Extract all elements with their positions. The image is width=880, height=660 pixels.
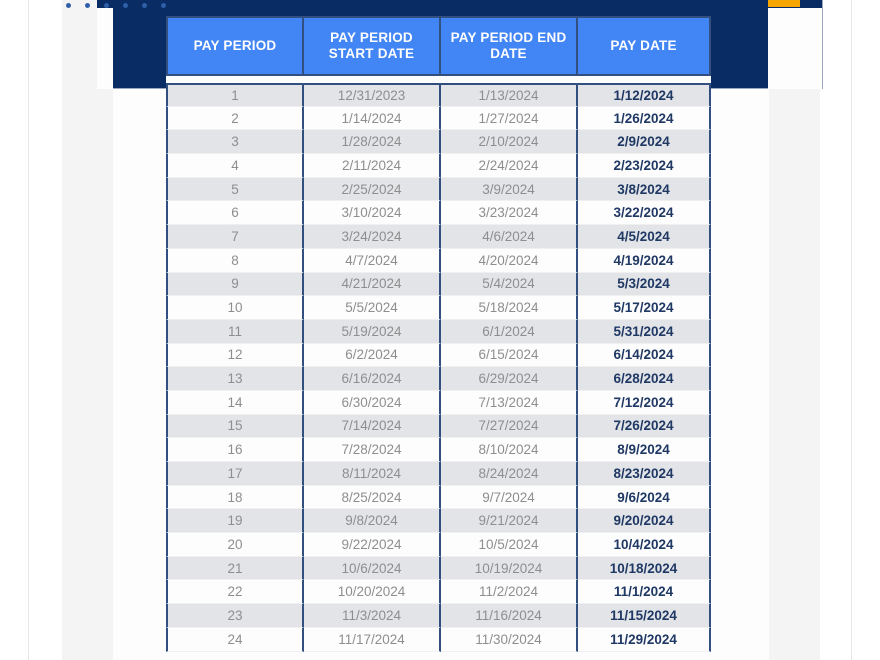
- cell-start: 11/17/2024: [304, 628, 441, 652]
- table-row: [166, 415, 711, 439]
- cell-period: 24: [166, 628, 304, 652]
- right-edge-rule: [851, 0, 852, 660]
- cell-period: 20: [166, 533, 304, 557]
- cell-end: 11/30/2024: [441, 628, 578, 652]
- cell-end: 7/27/2024: [441, 415, 578, 439]
- table-header: [166, 16, 711, 76]
- cell-pay: 2/23/2024: [578, 154, 711, 178]
- table-row: [166, 130, 711, 154]
- cell-start: 9/8/2024: [304, 509, 441, 533]
- cell-start: 9/22/2024: [304, 533, 441, 557]
- cell-period: 18: [166, 486, 304, 510]
- navy-notch-left: [97, 8, 113, 89]
- pay-schedule-table: [166, 16, 711, 652]
- cell-period: 3: [166, 130, 304, 154]
- cell-pay: 1/26/2024: [578, 107, 711, 131]
- column-header-pay-period-end: PAY PERIOD END DATE: [441, 16, 578, 76]
- header-dot-icon: [123, 3, 128, 8]
- table-row: [166, 154, 711, 178]
- cell-pay: 1/12/2024: [578, 83, 711, 107]
- cell-start: 2/11/2024: [304, 154, 441, 178]
- cell-period: 21: [166, 557, 304, 581]
- cell-period: 23: [166, 604, 304, 628]
- spacer-row: [166, 76, 711, 83]
- cell-end: 2/24/2024: [441, 154, 578, 178]
- cell-period: 22: [166, 580, 304, 604]
- cell-start: 7/28/2024: [304, 438, 441, 462]
- table-row: [166, 509, 711, 533]
- table-row: [166, 438, 711, 462]
- cell-period: 11: [166, 320, 304, 344]
- cell-period: 13: [166, 367, 304, 391]
- cell-period: 15: [166, 415, 304, 439]
- cell-start: 4/7/2024: [304, 249, 441, 273]
- orange-tab-marker: [768, 0, 800, 7]
- cell-end: 1/27/2024: [441, 107, 578, 131]
- cell-end: 6/1/2024: [441, 320, 578, 344]
- table-row: [166, 580, 711, 604]
- table-row: [166, 486, 711, 510]
- cell-pay: 8/23/2024: [578, 462, 711, 486]
- cell-end: 6/29/2024: [441, 367, 578, 391]
- cell-end: 11/16/2024: [441, 604, 578, 628]
- cell-period: 1: [166, 83, 304, 107]
- cell-pay: 2/9/2024: [578, 130, 711, 154]
- cell-end: 2/10/2024: [441, 130, 578, 154]
- cell-end: 9/21/2024: [441, 509, 578, 533]
- table-row: [166, 533, 711, 557]
- cell-pay: 6/14/2024: [578, 344, 711, 368]
- cell-start: 10/20/2024: [304, 580, 441, 604]
- cell-period: 16: [166, 438, 304, 462]
- cell-end: 1/13/2024: [441, 83, 578, 107]
- cell-end: 5/18/2024: [441, 296, 578, 320]
- cell-end: 10/19/2024: [441, 557, 578, 581]
- cell-end: 8/24/2024: [441, 462, 578, 486]
- cell-period: 17: [166, 462, 304, 486]
- cell-pay: 3/8/2024: [578, 178, 711, 202]
- cell-pay: 5/31/2024: [578, 320, 711, 344]
- cell-start: 1/28/2024: [304, 130, 441, 154]
- header-body-gap: [166, 76, 711, 83]
- table-body: [166, 83, 711, 652]
- cell-end: 5/4/2024: [441, 273, 578, 297]
- cell-end: 3/23/2024: [441, 201, 578, 225]
- cell-end: 10/5/2024: [441, 533, 578, 557]
- table-row: [166, 296, 711, 320]
- cell-pay: 3/22/2024: [578, 201, 711, 225]
- cell-period: 12: [166, 344, 304, 368]
- cell-end: 7/13/2024: [441, 391, 578, 415]
- cell-start: 5/19/2024: [304, 320, 441, 344]
- cell-pay: 7/12/2024: [578, 391, 711, 415]
- cell-period: 8: [166, 249, 304, 273]
- cell-end: 6/15/2024: [441, 344, 578, 368]
- cell-start: 6/16/2024: [304, 367, 441, 391]
- cell-pay: 7/26/2024: [578, 415, 711, 439]
- cell-period: 4: [166, 154, 304, 178]
- header-dot-icon: [104, 3, 109, 8]
- table-row: [166, 344, 711, 368]
- cell-pay: 11/15/2024: [578, 604, 711, 628]
- cell-pay: 5/17/2024: [578, 296, 711, 320]
- cell-pay: 8/9/2024: [578, 438, 711, 462]
- cell-end: 4/20/2024: [441, 249, 578, 273]
- cell-start: 11/3/2024: [304, 604, 441, 628]
- header-dot-icon: [85, 3, 90, 8]
- cell-period: 7: [166, 225, 304, 249]
- cell-end: 4/6/2024: [441, 225, 578, 249]
- cell-end: 9/7/2024: [441, 486, 578, 510]
- cell-start: 6/2/2024: [304, 344, 441, 368]
- cell-start: 10/6/2024: [304, 557, 441, 581]
- cell-pay: 5/3/2024: [578, 273, 711, 297]
- cell-period: 6: [166, 201, 304, 225]
- cell-period: 9: [166, 273, 304, 297]
- navy-notch-right: [768, 8, 822, 89]
- cell-start: 7/14/2024: [304, 415, 441, 439]
- cell-start: 6/30/2024: [304, 391, 441, 415]
- cell-end: 11/2/2024: [441, 580, 578, 604]
- table-row: [166, 178, 711, 202]
- header-dot-row: [66, 3, 166, 8]
- cell-pay: 11/1/2024: [578, 580, 711, 604]
- header-dot-icon: [161, 3, 166, 8]
- table-row: [166, 462, 711, 486]
- header-dot-icon: [66, 3, 71, 8]
- cell-end: 3/9/2024: [441, 178, 578, 202]
- table-row: [166, 249, 711, 273]
- cell-start: 3/10/2024: [304, 201, 441, 225]
- column-header-pay-period: PAY PERIOD: [166, 16, 304, 76]
- cell-pay: 10/18/2024: [578, 557, 711, 581]
- cell-period: 10: [166, 296, 304, 320]
- cell-start: 5/5/2024: [304, 296, 441, 320]
- pay-schedule-table-container: [166, 16, 711, 652]
- cell-period: 19: [166, 509, 304, 533]
- cell-end: 8/10/2024: [441, 438, 578, 462]
- cell-pay: 10/4/2024: [578, 533, 711, 557]
- cell-period: 14: [166, 391, 304, 415]
- cell-pay: 9/20/2024: [578, 509, 711, 533]
- cell-pay: 11/29/2024: [578, 628, 711, 652]
- table-row: [166, 367, 711, 391]
- table-row: [166, 391, 711, 415]
- column-header-pay-date: PAY DATE: [578, 16, 711, 76]
- cell-period: 5: [166, 178, 304, 202]
- header-row: [166, 16, 711, 76]
- cell-start: 2/25/2024: [304, 178, 441, 202]
- column-header-pay-period-start: PAY PERIOD START DATE: [304, 16, 441, 76]
- table-row: [166, 628, 711, 652]
- table-row: [166, 273, 711, 297]
- cell-start: 8/25/2024: [304, 486, 441, 510]
- cell-start: 4/21/2024: [304, 273, 441, 297]
- table-row: [166, 83, 711, 107]
- table-row: [166, 107, 711, 131]
- cell-period: 2: [166, 107, 304, 131]
- cell-start: 8/11/2024: [304, 462, 441, 486]
- table-row: [166, 225, 711, 249]
- cell-pay: 4/5/2024: [578, 225, 711, 249]
- cell-start: 12/31/2023: [304, 83, 441, 107]
- table-row: [166, 604, 711, 628]
- table-row: [166, 320, 711, 344]
- header-dot-icon: [142, 3, 147, 8]
- cell-start: 3/24/2024: [304, 225, 441, 249]
- table-row: [166, 557, 711, 581]
- cell-pay: 4/19/2024: [578, 249, 711, 273]
- table-row: [166, 201, 711, 225]
- cell-pay: 6/28/2024: [578, 367, 711, 391]
- cell-start: 1/14/2024: [304, 107, 441, 131]
- left-edge-rule: [28, 0, 29, 660]
- cell-pay: 9/6/2024: [578, 486, 711, 510]
